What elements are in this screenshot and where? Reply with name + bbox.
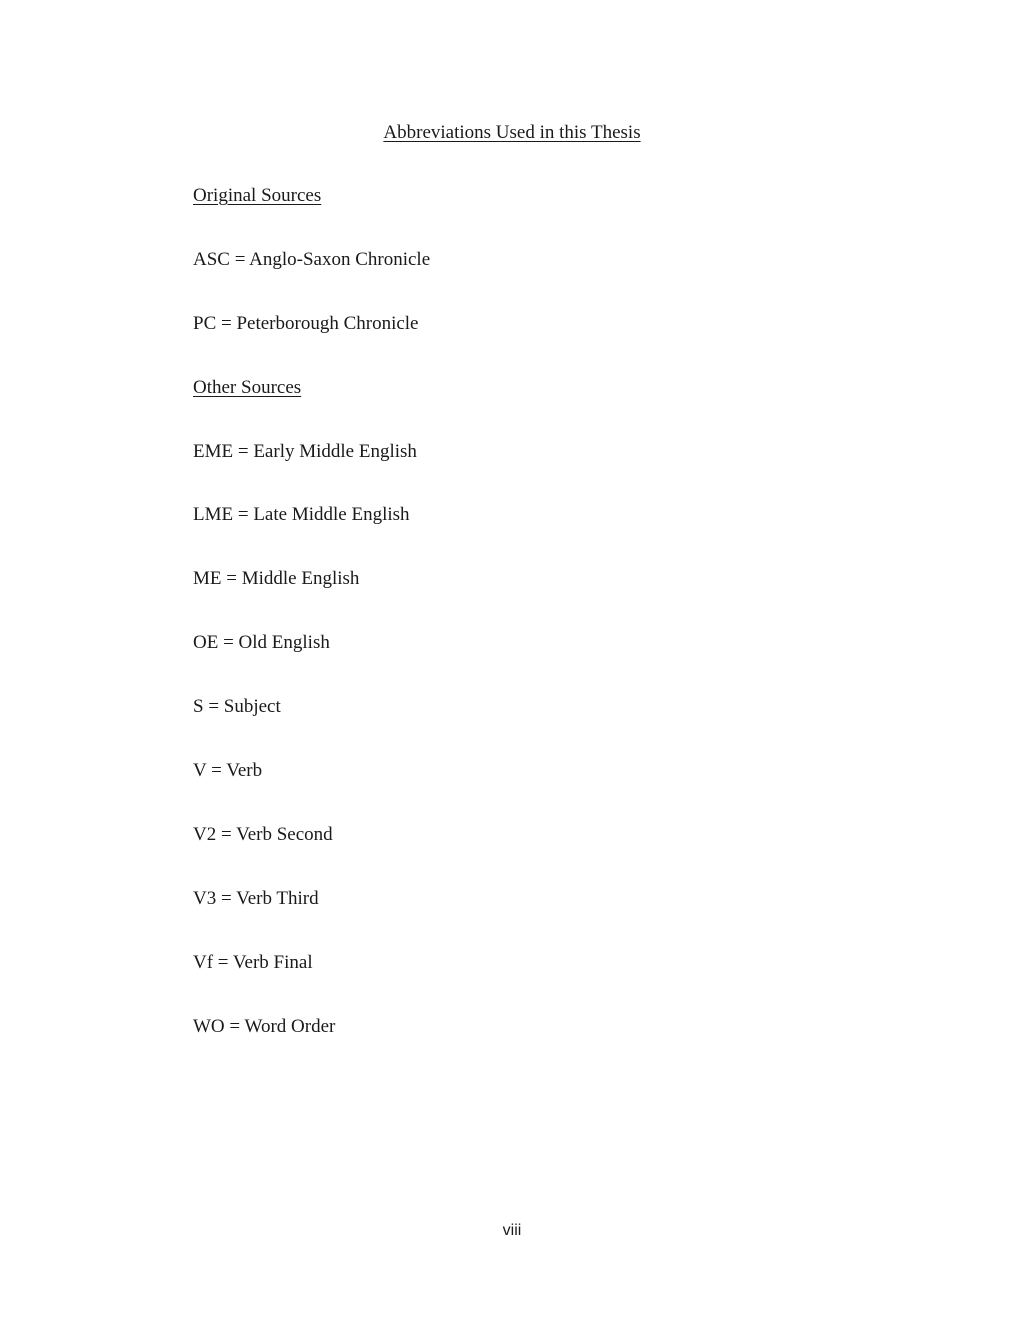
abbreviation-entry-asc: ASC = Anglo-Saxon Chronicle xyxy=(193,248,431,270)
abbreviation-entry-oe: OE = Old English xyxy=(193,632,330,654)
abbreviation-entry-me: ME = Middle English xyxy=(193,568,360,590)
abbreviation-entry-pc: PC = Peterborough Chronicle xyxy=(193,312,419,334)
abbreviation-entry-eme: EME = Early Middle English xyxy=(193,440,417,462)
section-heading-other-sources: Other Sources xyxy=(193,376,302,398)
abbreviation-entry-s: S = Subject xyxy=(193,696,281,718)
abbreviation-entry-vf: Vf = Verb Final xyxy=(193,951,313,973)
abbreviation-entry-wo: WO = Word Order xyxy=(193,1015,336,1037)
section-heading-original-sources: Original Sources xyxy=(193,185,322,206)
abbreviation-entry-v2: V2 = Verb Second xyxy=(193,823,333,845)
abbreviation-entry-v3: V3 = Verb Third xyxy=(193,887,319,909)
abbreviations-list xyxy=(193,182,833,1076)
abbreviation-entry-lme: LME = Late Middle English xyxy=(193,504,410,526)
abbreviation-entry-v: V = Verb xyxy=(193,760,263,782)
page-number: viii xyxy=(502,1222,522,1239)
page-title: Abbreviations Used in this Thesis xyxy=(383,122,641,143)
